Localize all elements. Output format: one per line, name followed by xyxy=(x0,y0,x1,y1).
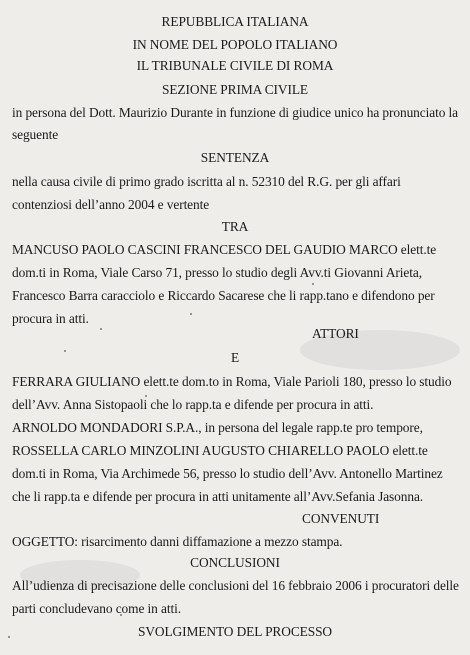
svolgimento-heading: SVOLGIMENTO DEL PROCESSO xyxy=(137,624,332,639)
tra-heading: TRA xyxy=(221,219,249,234)
e-line-2: dell’Avv. Anna Sistopaoli che lo rapp.ta e difende per procura in atti. xyxy=(12,397,374,412)
tra-line-4: procura in atti. xyxy=(12,311,89,326)
conclusioni-line-2: parti concludevano come in atti. xyxy=(12,601,181,616)
header-line-tribunal: IL TRIBUNALE CIVILE DI ROMA xyxy=(136,58,334,73)
sentenza-line-1: nella causa civile di primo grado iscritta al n. 52310 del R.G. per gli affari xyxy=(12,174,401,189)
e-line-4: ROSSELLA CARLO MINZOLINI AUGUSTO CHIARELLO PAOLO elett.te xyxy=(12,443,428,458)
header-line-people: IN NOME DEL POPOLO ITALIANO xyxy=(132,37,338,52)
tra-line-3: Francesco Barra caracciolo e Riccardo Sacarese che li rapp.tano e difendono per xyxy=(12,288,435,303)
header-line-section: SEZIONE PRIMA CIVILE xyxy=(161,82,309,97)
e-line-6: che li rapp.ta e difende per procura in atti unitamente all’Avv.Sefania Jasonna. xyxy=(12,489,424,504)
e-line-3: ARNOLDO MONDADORI S.P.A., in persona del legale rapp.te pro tempore, xyxy=(12,420,423,435)
convenuti-label: CONVENUTI xyxy=(302,511,380,526)
conclusioni-heading: CONCLUSIONI xyxy=(190,555,280,570)
oggetto-line: OGGETTO: risarcimento danni diffamazione a mezzo stampa. xyxy=(12,534,343,549)
scan-speck xyxy=(100,328,102,330)
conclusioni-line-1: All’udienza di precisazione delle conclusioni del 16 febbraio 2006 i procuratori delle xyxy=(12,578,459,593)
header-line-republic: REPUBBLICA ITALIANA xyxy=(161,14,309,29)
intro-line-2: seguente xyxy=(12,127,59,142)
attori-label: ATTORI xyxy=(312,326,359,341)
sentenza-line-2: contenziosi dell’anno 2004 e vertente xyxy=(12,197,210,212)
tra-line-2: dom.ti in Roma, Viale Carso 71, presso lo studio degli Avv.ti Giovanni Arieta, xyxy=(12,265,422,280)
scan-speck xyxy=(312,283,314,285)
sentenza-heading: SENTENZA xyxy=(200,150,270,165)
e-line-5: dom.ti in Roma, Via Archimede 56, presso lo studio dell’Avv. Antonello Martinez xyxy=(12,466,443,481)
tra-line-1: MANCUSO PAOLO CASCINI FRANCESCO DEL GAUDIO MARCO elett.te xyxy=(12,242,437,257)
e-heading: E xyxy=(230,350,240,365)
e-line-1: FERRARA GIULIANO elett.te dom.to in Roma, Viale Parioli 180, presso lo studio xyxy=(12,374,452,389)
scan-speck xyxy=(190,313,192,315)
intro-line-1: in persona del Dott. Maurizio Durante in funzione di giudice unico ha pronunciato la xyxy=(12,105,459,120)
